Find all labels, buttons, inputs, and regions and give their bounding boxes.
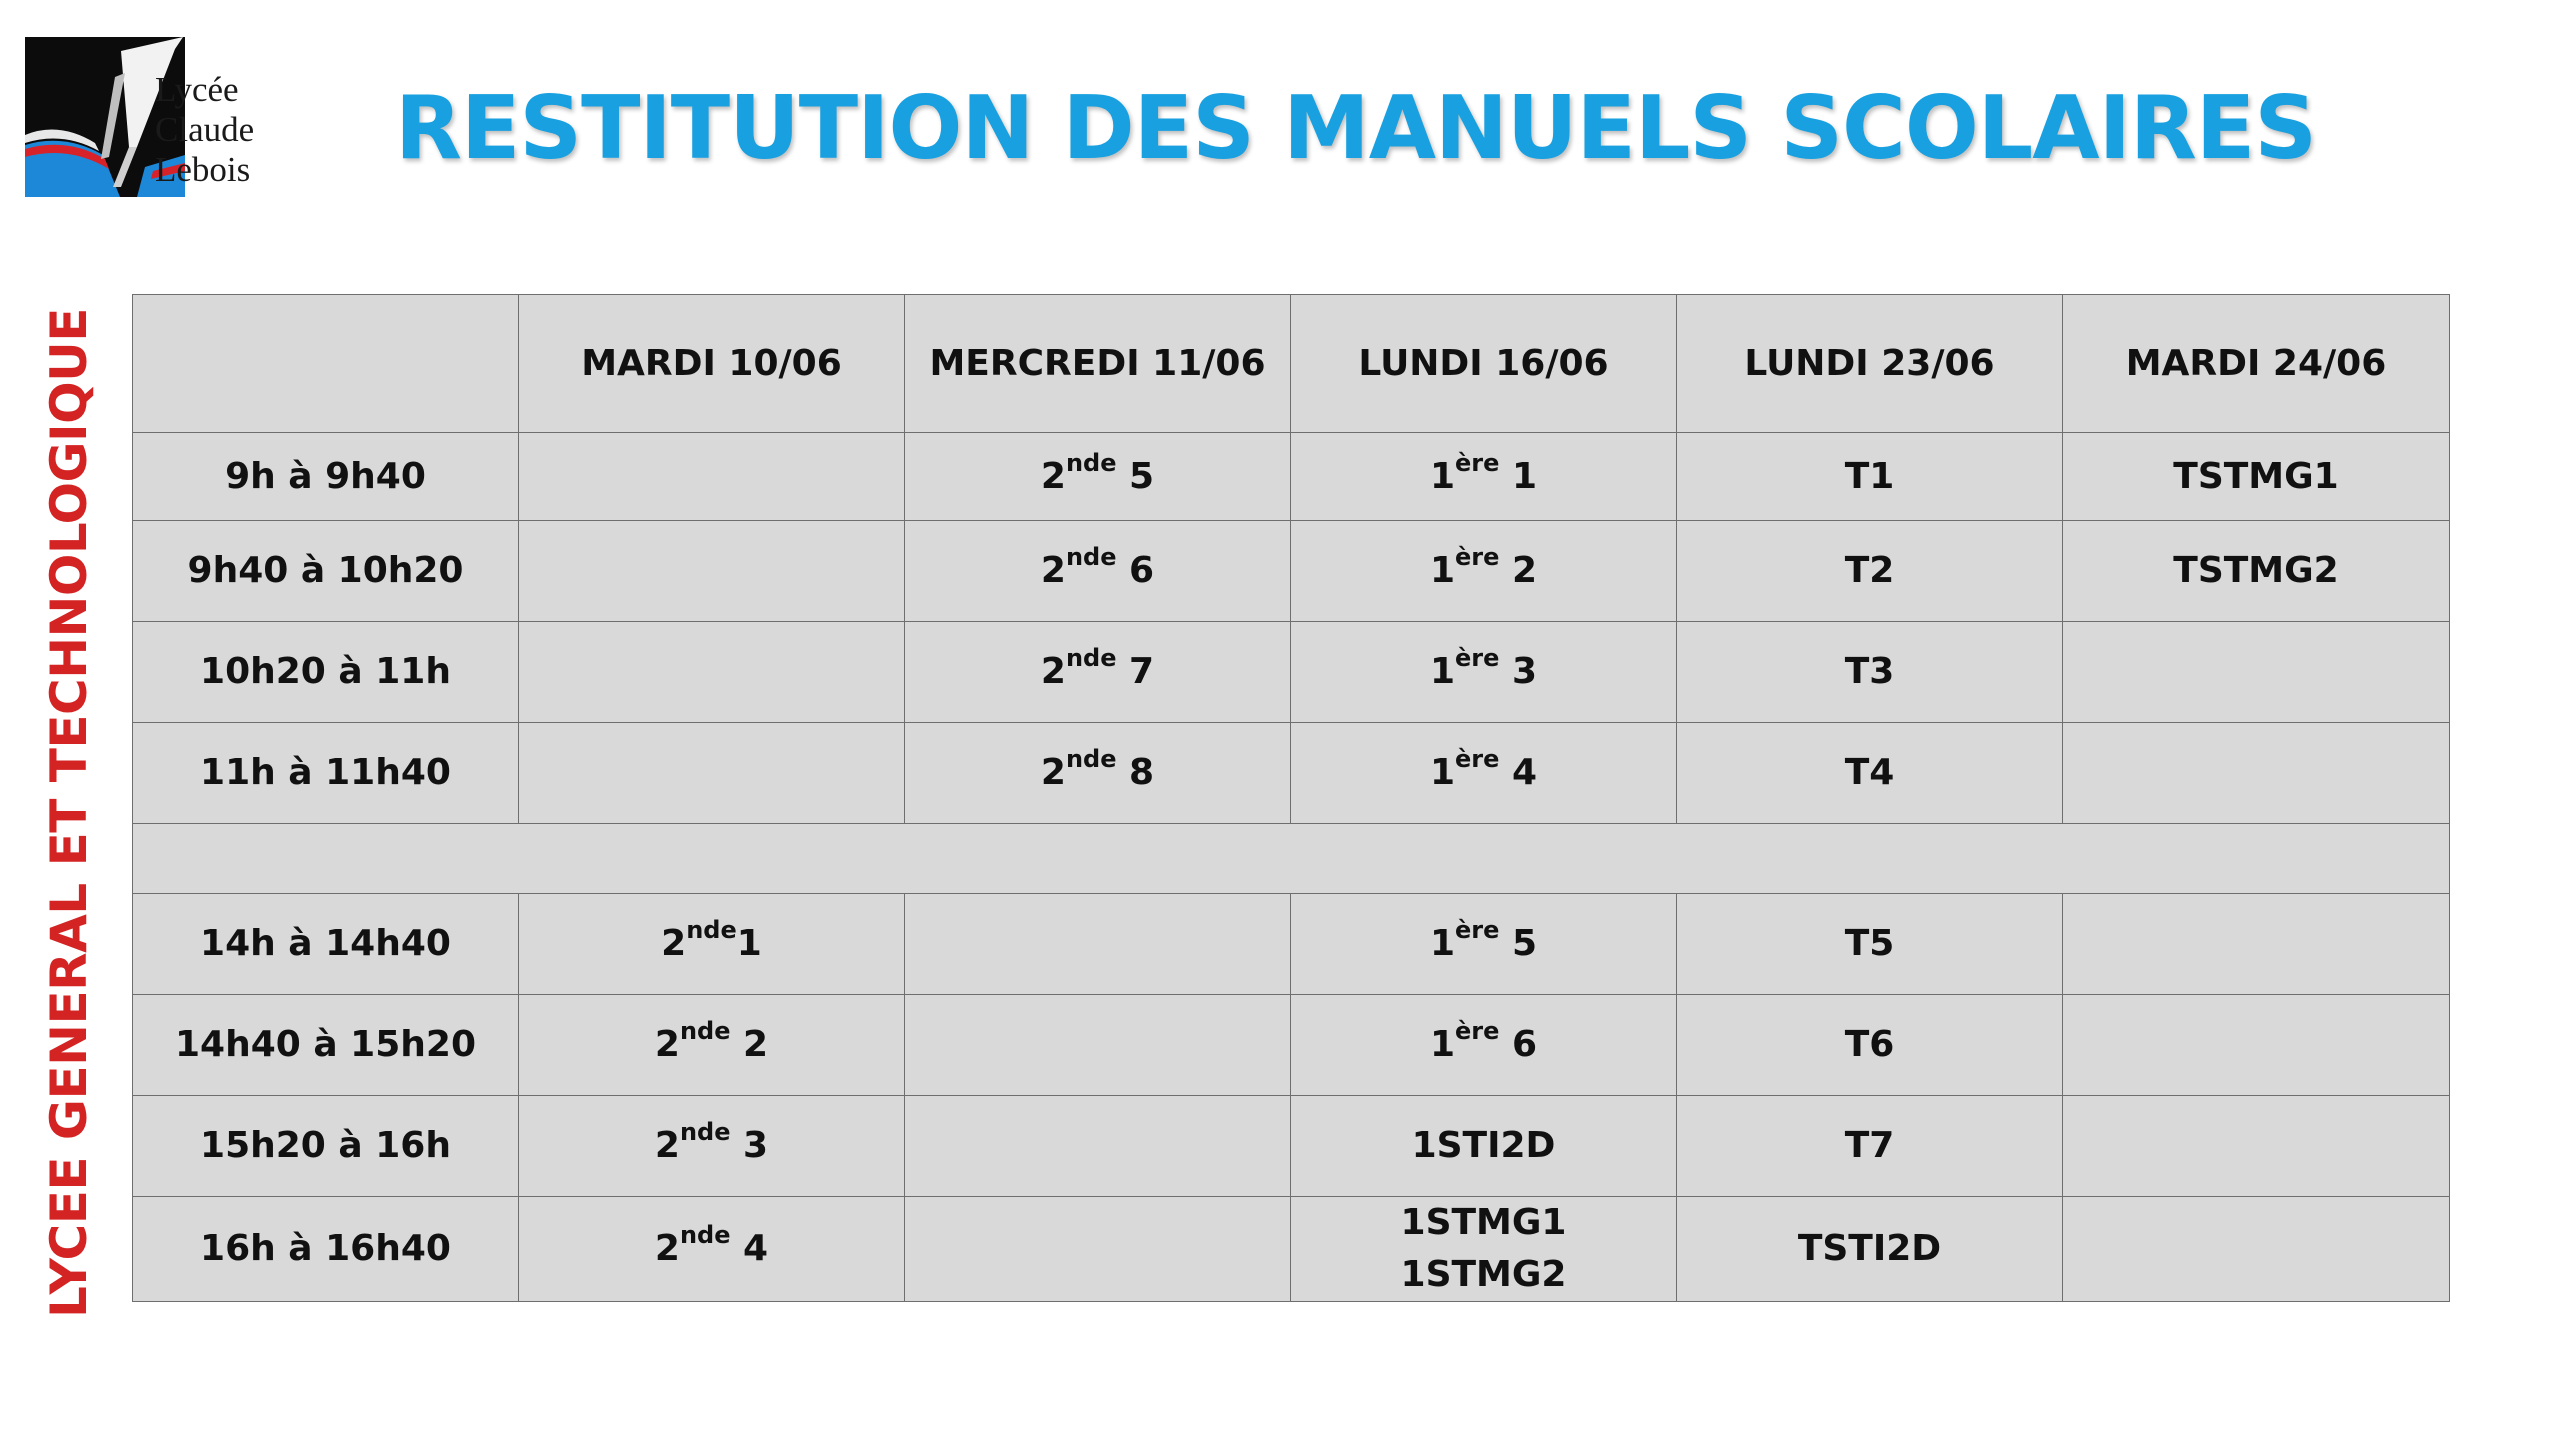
time-slot-cell: 9h40 à 10h20 [133,521,519,622]
class-cell: 1ère 6 [1291,995,1677,1096]
class-cell: 2nde 4 [519,1197,905,1302]
header-row [133,295,2450,433]
class-cell: T3 [1677,622,2063,723]
class-cell: 2nde 6 [905,521,1291,622]
table-row [133,622,2450,723]
class-cell: T7 [1677,1096,2063,1197]
class-cell [905,1197,1291,1302]
header-day-4: LUNDI 23/06 [1677,295,2063,433]
header-day-5: MARDI 24/06 [2063,295,2450,433]
logo-line-2: Claude [155,110,255,149]
header-day-1: MARDI 10/06 [519,295,905,433]
class-cell: TSTI2D [1677,1197,2063,1302]
class-cell [2063,1096,2450,1197]
class-cell [2063,995,2450,1096]
class-cell: 1STI2D [1291,1096,1677,1197]
class-cell: T5 [1677,894,2063,995]
class-cell: 2nde 2 [519,995,905,1096]
header-day-2: MERCREDI 11/06 [905,295,1291,433]
logo-school-name [155,70,254,190]
schedule-body [133,433,2450,1302]
table-row [133,521,2450,622]
class-cell [905,894,1291,995]
class-cell: 1ère 2 [1291,521,1677,622]
class-cell: 2nde 7 [905,622,1291,723]
class-cell [905,995,1291,1096]
time-slot-cell: 15h20 à 16h [133,1096,519,1197]
class-cell [2063,622,2450,723]
lunch-break-row [133,824,2450,894]
class-cell [519,622,905,723]
class-cell: T2 [1677,521,2063,622]
lunch-break-cell [133,824,2450,894]
class-cell [519,723,905,824]
schedule-table [132,294,2450,1302]
class-cell: T4 [1677,723,2063,824]
class-cell: 1ère 4 [1291,723,1677,824]
class-cell [905,1096,1291,1197]
class-cell: 2nde1 [519,894,905,995]
time-slot-cell: 11h à 11h40 [133,723,519,824]
class-cell [2063,1197,2450,1302]
class-cell: 1ère 5 [1291,894,1677,995]
class-cell: TSTMG2 [2063,521,2450,622]
class-cell: 2nde 3 [519,1096,905,1197]
class-cell [2063,894,2450,995]
class-cell: TSTMG1 [2063,433,2450,521]
header-day-3: LUNDI 16/06 [1291,295,1677,433]
class-cell: 2nde 5 [905,433,1291,521]
class-cell: T1 [1677,433,2063,521]
time-slot-cell: 10h20 à 11h [133,622,519,723]
table-row [133,894,2450,995]
class-cell [2063,723,2450,824]
time-slot-cell: 9h à 9h40 [133,433,519,521]
table-row [133,1096,2450,1197]
class-cell [519,521,905,622]
logo-line-1: Lycée [155,70,239,109]
table-row [133,433,2450,521]
side-label: LYCEE GENERAL ET TECHNOLOGIQUE [40,308,98,1318]
time-slot-cell: 16h à 16h40 [133,1197,519,1302]
table-row [133,723,2450,824]
class-cell: 1ère 1 [1291,433,1677,521]
class-cell: T6 [1677,995,2063,1096]
header-corner-cell [133,295,519,433]
class-cell: 2nde 8 [905,723,1291,824]
table-row [133,1197,2450,1302]
time-slot-cell: 14h à 14h40 [133,894,519,995]
table-row [133,995,2450,1096]
logo-line-3: Lebois [155,150,251,189]
class-cell: 1ère 3 [1291,622,1677,723]
class-cell: 1STMG1 1STMG2 [1291,1197,1677,1302]
time-slot-cell: 14h40 à 15h20 [133,995,519,1096]
page-title: RESTITUTION DES MANUELS SCOLAIRES [395,77,2317,179]
class-cell [519,433,905,521]
